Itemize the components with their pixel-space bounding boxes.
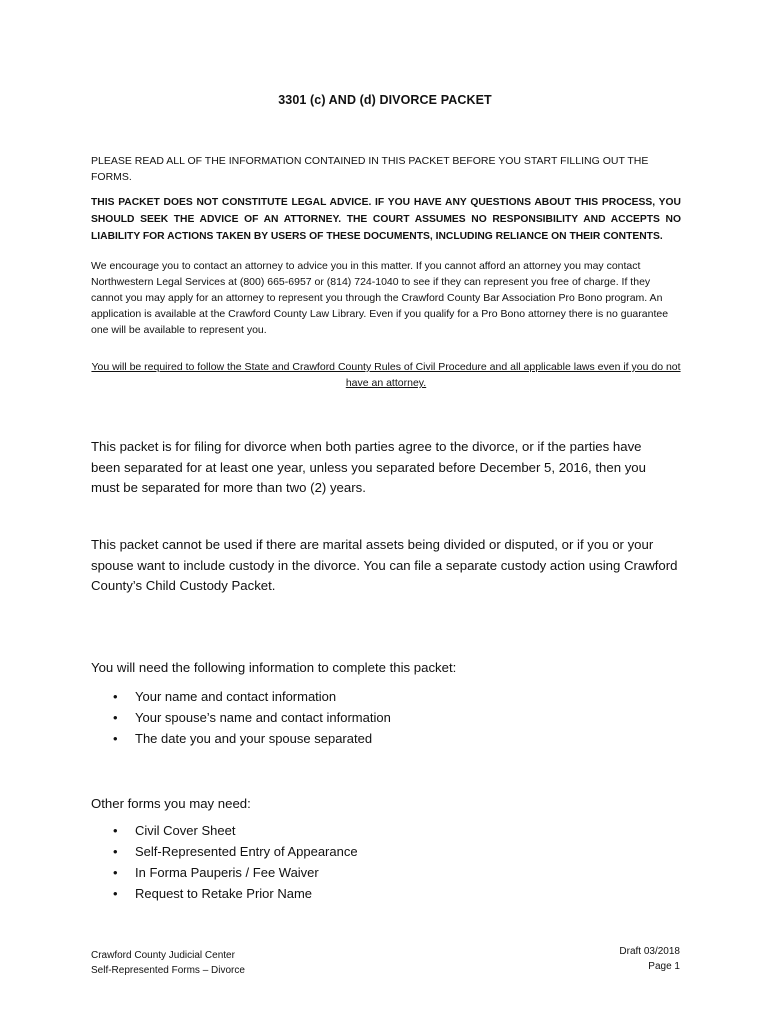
attorney-advice-paragraph: We encourage you to contact an attorney to advice you in this matter. If you cannot afford an attorney you may contact Northwestern Legal Services at (800) 665-6957 or (814) 724-1040 to see if they can represent you free of charge. If they cannot you may apply for an attorney to represent you through the Crawford County Bar Association Pro Bono program. An application is available at the Crawford County Law Library. Even if you qualify for a Pro Bono attorney there is no guarantee one will be available to represent you. xyxy=(91,260,669,336)
list-item xyxy=(113,686,391,707)
rules-notice: You will be required to follow the State and Crawford County Rules of Civil Procedure and all applicable laws even if you do not have an attorney. xyxy=(91,361,681,389)
other-forms-heading: Other forms you may need: xyxy=(91,796,251,811)
bullet-icon: • xyxy=(113,823,118,838)
list-item-label: The date you and your spouse separated xyxy=(135,731,373,746)
packet-restrictions-paragraph: This packet cannot be used if there are marital assets being divided or disputed, or if you or your spouse want to include custody in the divorce. You can file a separate custody action using Crawford County’s Child Custody Packet. xyxy=(91,537,678,593)
list-item xyxy=(113,728,391,749)
list-item xyxy=(113,883,358,904)
list-item xyxy=(113,841,358,862)
list-item-label: Civil Cover Sheet xyxy=(135,823,236,838)
footer-draft-date: Draft 03/2018 xyxy=(619,946,680,957)
legal-disclaimer: THIS PACKET DOES NOT CONSTITUTE LEGAL ADVICE. IF YOU HAVE ANY QUESTIONS ABOUT THIS PROCESS, YOU SHOULD SEEK THE ADVICE OF AN ATTORNEY. THE COURT ASSUMES NO RESPONSIBILITY AND ACCEPTS NO LIABILITY FOR ACTIONS TAKEN BY USERS OF THESE DOCUMENTS, INCLUDING RELIANCE ON THEIR CONTENTS. xyxy=(91,197,681,242)
list-item-label: Self-Represented Entry of Appearance xyxy=(135,844,358,859)
footer-form-series: Self-Represented Forms – Divorce xyxy=(91,965,245,976)
footer-left xyxy=(91,948,245,978)
other-forms-list xyxy=(113,820,358,904)
bullet-icon: • xyxy=(113,710,118,725)
bullet-icon: • xyxy=(113,689,118,704)
intro-notice: PLEASE READ ALL OF THE INFORMATION CONTAINED IN THIS PACKET BEFORE YOU START FILLING OUT THE FORMS. xyxy=(91,155,649,183)
info-needed-heading: You will need the following information to complete this packet: xyxy=(91,660,457,675)
list-item xyxy=(113,820,358,841)
info-needed-list xyxy=(113,686,391,749)
list-item-label: Request to Retake Prior Name xyxy=(135,886,313,901)
list-item-label: Your name and contact information xyxy=(135,689,337,704)
bullet-icon: • xyxy=(113,731,118,746)
list-item xyxy=(113,707,391,728)
bullet-icon: • xyxy=(113,865,118,880)
document-title: 3301 (c) AND (d) DIVORCE PACKET xyxy=(278,93,492,107)
list-item xyxy=(113,862,358,883)
list-item-label: In Forma Pauperis / Fee Waiver xyxy=(135,865,319,880)
footer-right xyxy=(619,944,680,974)
bullet-icon: • xyxy=(113,886,118,901)
footer-institution: Crawford County Judicial Center xyxy=(91,950,235,961)
footer-page-number: Page 1 xyxy=(648,961,680,972)
list-item-label: Your spouse’s name and contact information xyxy=(135,710,391,725)
packet-purpose-paragraph: This packet is for filing for divorce when both parties agree to the divorce, or if the parties have been separated for at least one year, unless you separated before December 5, 2016, then you must be separated for more than two (2) years. xyxy=(91,439,646,495)
bullet-icon: • xyxy=(113,844,118,859)
